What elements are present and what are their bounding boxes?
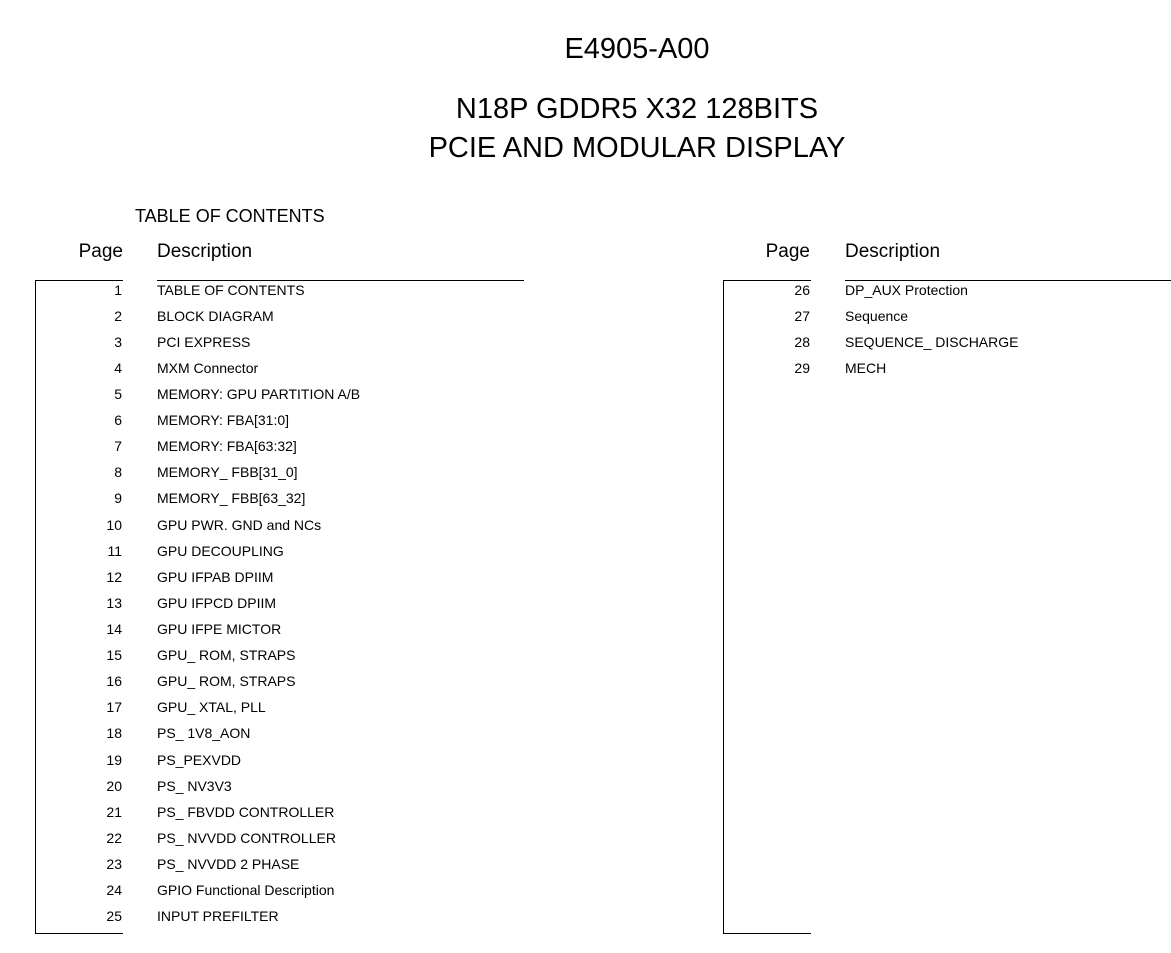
toc-description: SEQUENCE_ DISCHARGE <box>845 334 1019 350</box>
toc-description: DP_AUX Protection <box>845 282 968 298</box>
toc-page-number: 16 <box>106 673 122 689</box>
toc-description: PS_PEXVDD <box>157 752 242 768</box>
toc-page-number: 28 <box>794 334 810 350</box>
toc-description: PS_ NVVDD 2 PHASE <box>157 856 300 872</box>
toc-description: GPU_ ROM, STRAPS <box>157 647 296 663</box>
toc-description: GPU PWR. GND and NCs <box>157 517 322 533</box>
toc-description: BLOCK DIAGRAM <box>157 308 274 324</box>
right-description-column-header: Description <box>845 241 941 262</box>
toc-description: PCI EXPRESS <box>157 334 251 350</box>
left-page-column-header: Page <box>78 241 123 262</box>
toc-description: MXM Connector <box>157 360 259 376</box>
toc-page-number: 10 <box>106 517 122 533</box>
toc-page-number: 13 <box>106 595 122 611</box>
right-page-column-header: Page <box>765 241 810 262</box>
toc-description: PS_ NV3V3 <box>157 778 232 794</box>
toc-page-number: 11 <box>107 543 122 559</box>
toc-description: INPUT PREFILTER <box>157 908 279 924</box>
toc-page-number: 24 <box>106 882 122 898</box>
toc-heading: TABLE OF CONTENTS <box>135 206 325 226</box>
document-title-line-1: N18P GDDR5 X32 128BITS <box>455 93 819 125</box>
right-table-side-rule <box>723 280 724 934</box>
toc-page-number: 23 <box>106 856 122 872</box>
toc-page-number: 5 <box>114 386 122 402</box>
toc-description: GPU_ ROM, STRAPS <box>157 673 296 689</box>
toc-page-number: 19 <box>106 752 122 768</box>
right-table-bottom-rule <box>723 933 811 934</box>
document-id: E4905-A00 <box>564 33 710 65</box>
left-description-column-header: Description <box>157 241 253 262</box>
left-table-side-rule <box>35 280 36 934</box>
toc-description: MEMORY_ FBB[31_0] <box>157 464 298 480</box>
document-title-line-2: PCIE AND MODULAR DISPLAY <box>428 132 846 164</box>
toc-description: Sequence <box>845 308 909 324</box>
toc-page-number: 14 <box>106 621 122 637</box>
toc-description: MEMORY: FBA[31:0] <box>157 412 290 428</box>
toc-page-number: 27 <box>794 308 810 324</box>
toc-description: MEMORY: FBA[63:32] <box>157 438 297 454</box>
toc-description: MEMORY: GPU PARTITION A/B <box>157 386 361 402</box>
toc-page-number: 8 <box>114 464 122 480</box>
toc-page-number: 1 <box>114 282 122 298</box>
toc-description: GPU_ XTAL, PLL <box>157 699 266 715</box>
toc-page-number: 18 <box>106 725 122 741</box>
toc-page-number: 7 <box>114 438 122 454</box>
toc-page-number: 22 <box>106 830 122 846</box>
toc-page-number: 21 <box>106 804 122 820</box>
toc-description: GPU IFPE MICTOR <box>157 621 282 637</box>
toc-description: PS_ NVVDD CONTROLLER <box>157 830 336 846</box>
toc-page-number: 17 <box>106 699 122 715</box>
toc-page-number: 6 <box>114 412 122 428</box>
toc-page-number: 12 <box>106 569 122 585</box>
toc-description: TABLE OF CONTENTS <box>157 282 305 298</box>
toc-description: MECH <box>845 360 887 376</box>
toc-description: GPU IFPAB DPIIM <box>157 569 274 585</box>
toc-page-number: 25 <box>106 908 122 924</box>
toc-page-number: 20 <box>106 778 122 794</box>
toc-page-number: 29 <box>794 360 810 376</box>
toc-page-number: 15 <box>106 647 122 663</box>
toc-page-number: 2 <box>114 308 122 324</box>
toc-page-number: 3 <box>114 334 122 350</box>
toc-page-number: 26 <box>794 282 810 298</box>
toc-page-number: 4 <box>114 360 122 376</box>
toc-description: GPU IFPCD DPIIM <box>157 595 277 611</box>
toc-description: PS_ FBVDD CONTROLLER <box>157 804 335 820</box>
toc-description: MEMORY_ FBB[63_32] <box>157 490 306 506</box>
toc-page-number: 9 <box>114 490 122 506</box>
left-table-bottom-rule <box>35 933 123 934</box>
toc-description: PS_ 1V8_AON <box>157 725 251 741</box>
toc-description: GPIO Functional Description <box>157 882 335 898</box>
toc-description: GPU DECOUPLING <box>157 543 284 559</box>
